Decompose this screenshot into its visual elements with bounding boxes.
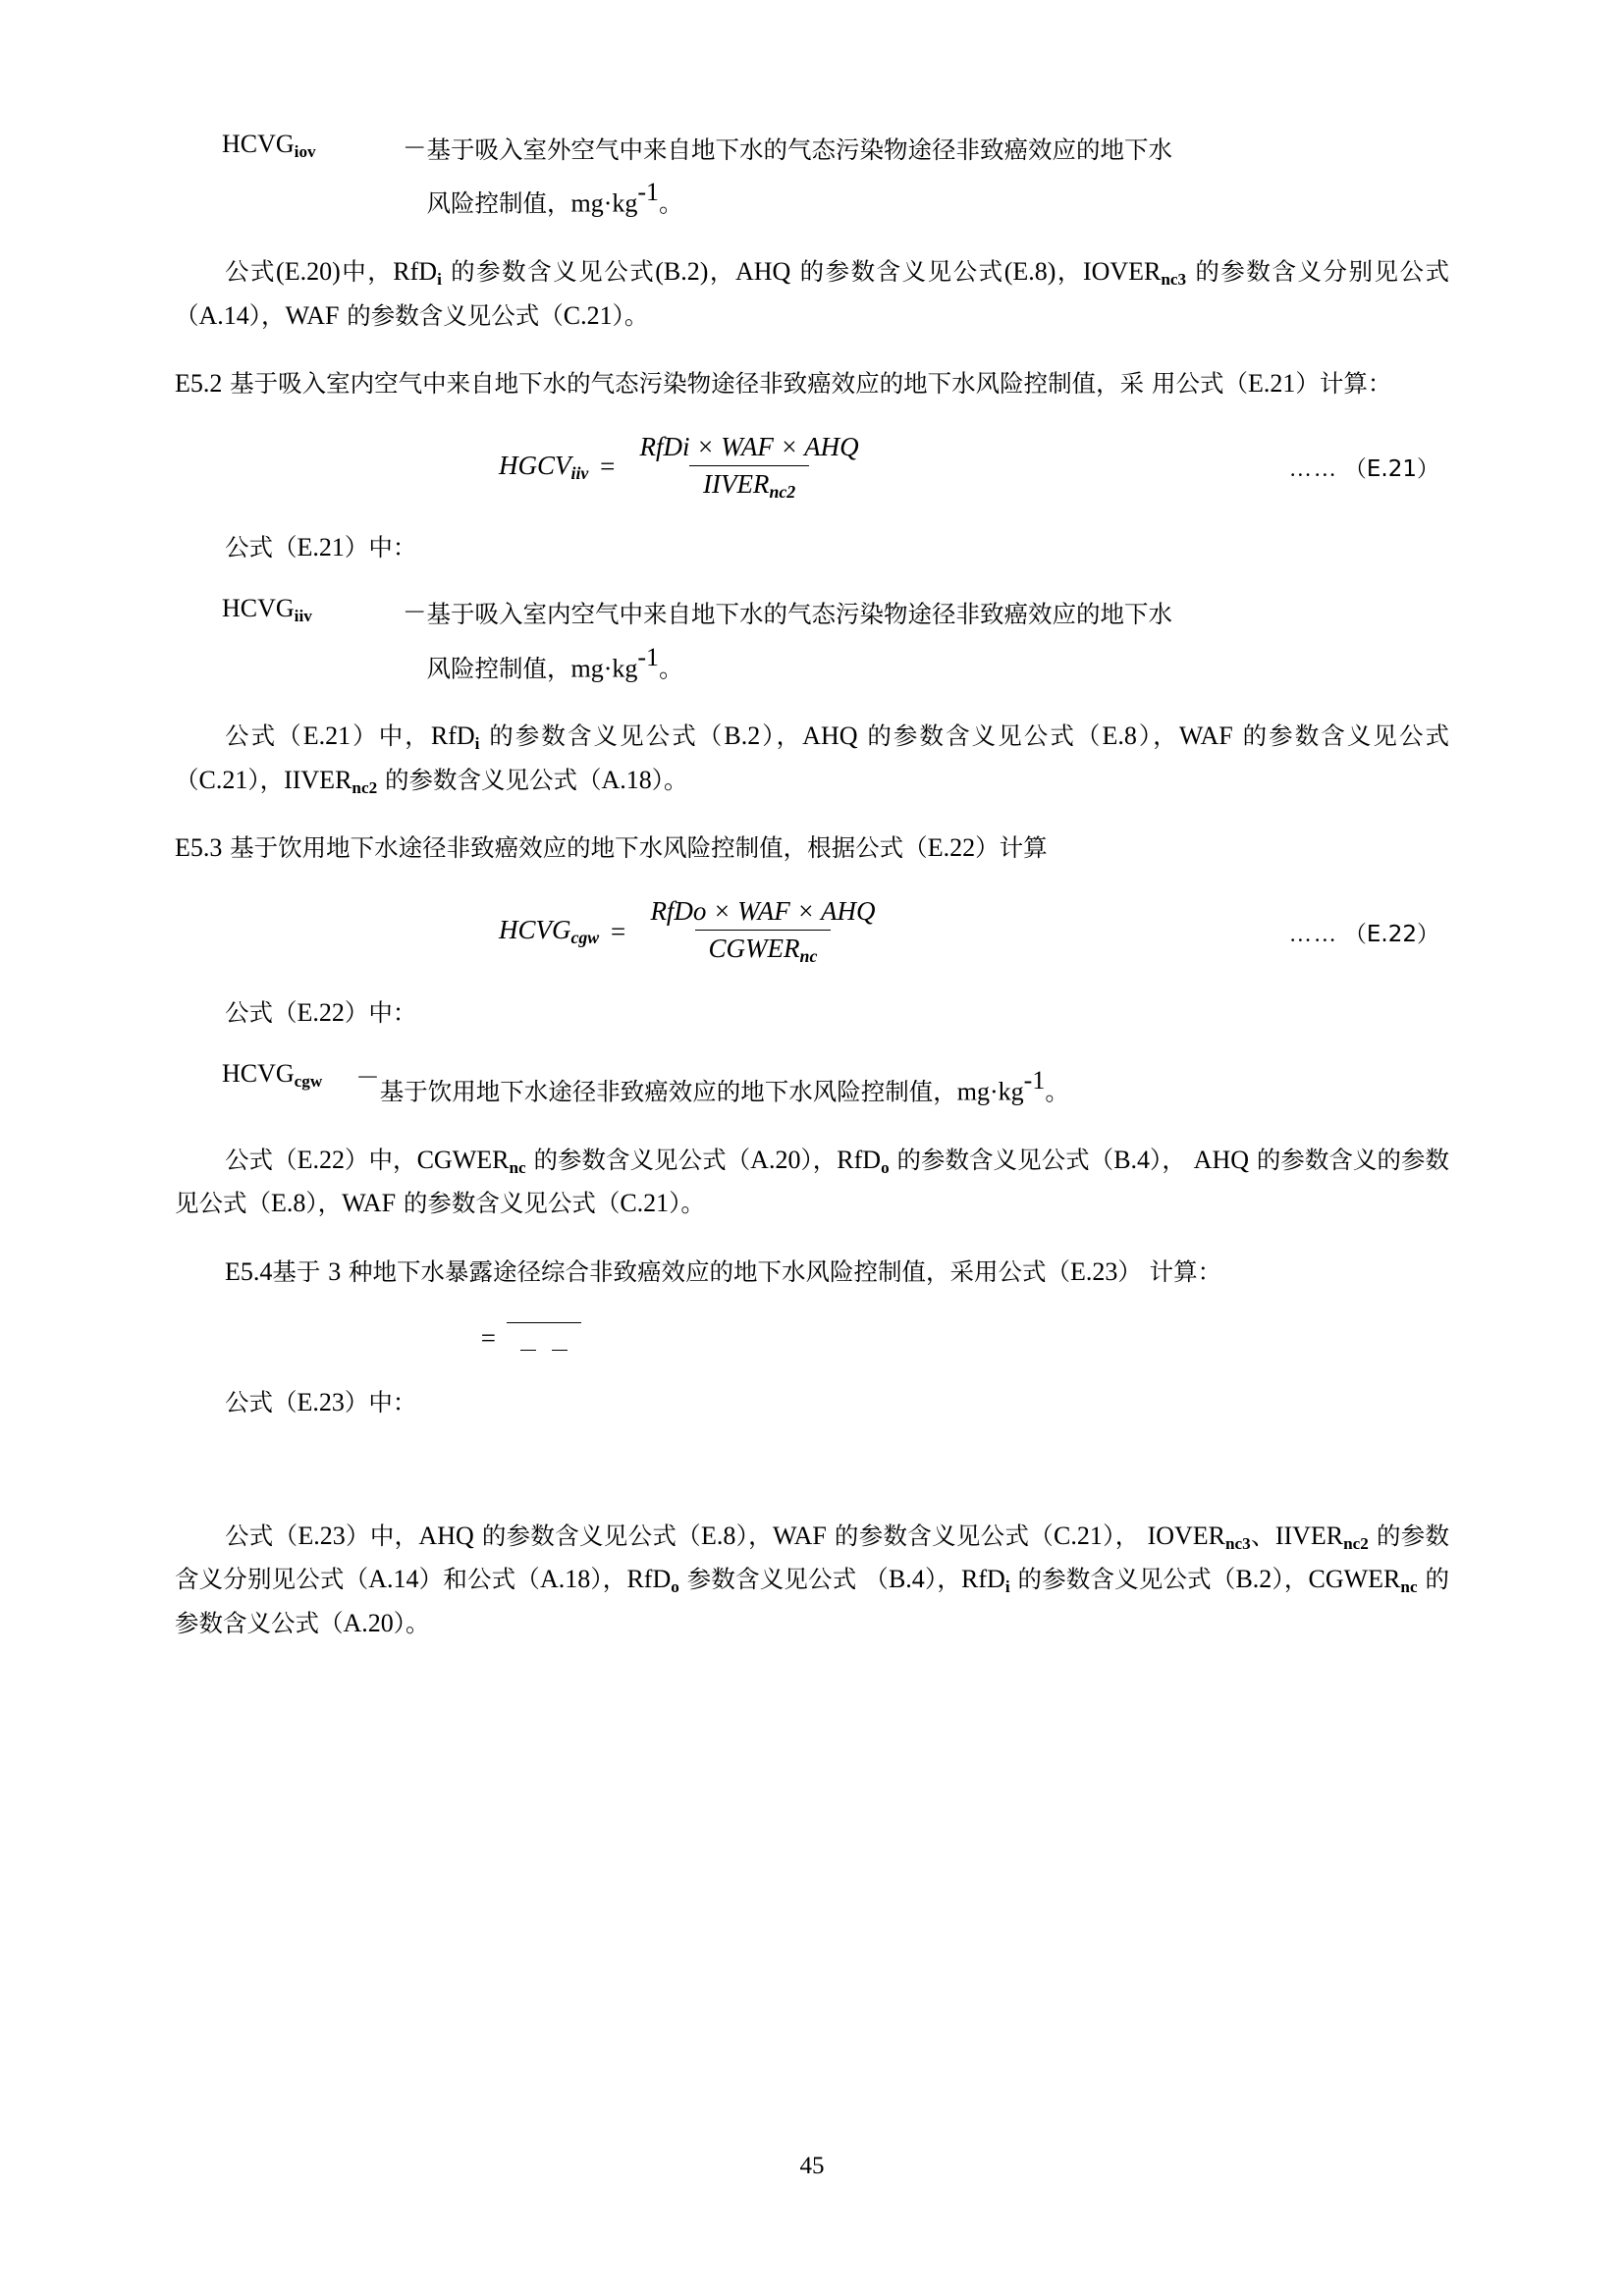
definition-dash: － [355, 1062, 380, 1092]
formula-e22-row [175, 896, 1449, 967]
paragraph-e5-4: E5.4基于 3 种地下水暴露途径综合非致癌效应的地下水风险控制值，采用公式（E.23） 计算： [225, 1256, 1222, 1286]
formula-e21: $HGCV_{iiv}$ = $\frac{\text{RfDi × WAF × AHQ}}{IIVER_{nc2}}$ [499, 431, 859, 502]
paragraph-e21-parameters: 公式（E.21）中，RfD$_i$ 的参数含义见公式（B.2），AHQ 的参数含义见公式（E.8），WAF 的参数含义见公式（C.21），$IIVER_{nc2}$ 的参数含义见公式（A.18）。 [175, 721, 1450, 797]
formula-e21-row [175, 432, 1449, 503]
definition-description: 基于吸入室内空气中来自地下水的气态污染物途径非致癌效应的地下水 风险控制值，$mg\cdot kg^{-1}$。 [426, 600, 1172, 683]
paragraph-e23-parameters: 公式（E.23）中，AHQ 的参数含义见公式（E.8），WAF 的参数含义见公式（C.21）， $IOVER_{nc3}$、$IIVER_{nc2}$ 的参数含义分别见公式（A.14）和公式（A.18），RfD$_o$ 参数含义见公式 （B.4），RfD$_i$ 的参数含义见公式（B.2），$CGWER_{nc}$ 的参数含义公式（A.20）。 [175, 1521, 1450, 1638]
definition-description [448, 1449, 1449, 1490]
definition-dash: － [403, 133, 427, 162]
formula-e23-row [175, 1319, 1449, 1357]
lead-in-e22: 公式（E.22）中： [225, 997, 417, 1027]
page-number: 45 [799, 2153, 825, 2179]
definition-term [175, 1449, 414, 1490]
paragraph-e20-parameters: 公式(E.20)中，RfD$_i$ 的参数含义见公式(B.2)，AHQ 的参数含义见公式(E.8)，$IOVER_{nc3}$ 的参数含义分别见公式（A.14），WAF 的参数含义见公式（C.21）。 [175, 257, 1450, 330]
definition-hcvg-cgw [175, 1059, 1449, 1114]
paragraph-e22-parameters: 公式（E.22）中，$CGWER_{nc}$ 的参数含义见公式（A.20），RfD$_o$ 的参数含义见公式（B.4）， AHQ 的参数含义的参数见公式（E.8），WAF 的参数含义见公式（C.21）。 [175, 1145, 1450, 1218]
definition-term: $HCVG_{iov}$ [222, 130, 316, 161]
definition-term: $HCVG_{iiv}$ [222, 594, 312, 626]
definition-hcvg-iov [175, 130, 1449, 227]
definition-dash: － [403, 598, 427, 627]
formula-e22-number: …… （E.22） [1288, 921, 1439, 947]
paragraph-e5-3: E5.3 基于饮用地下水途径非致癌效应的地下水风险控制值，根据公式（E.22）计算 [175, 833, 1048, 863]
formula-e22: $HCVG_{cgw}$ = $\frac{\text{RfDo × WAF × AHQ}}{CGWER_{nc}}$ [499, 896, 876, 967]
lead-in-e23: 公式（E.23）中： [225, 1387, 417, 1416]
definition-hcvg-iiv [175, 594, 1449, 691]
formula-e23: = [469, 1319, 581, 1357]
definition-term: $HCVG_{cgw}$ [222, 1058, 323, 1091]
formula-e23-number [1434, 1325, 1449, 1351]
formula-e21-number: …… （E.21） [1288, 456, 1439, 483]
definition-description: 基于饮用地下水途径非致癌效应的地下水风险控制值，$mg\cdot kg^{-1}$。 [379, 1065, 1069, 1106]
definition-hcvg-n [175, 1449, 1449, 1490]
paragraph-e5-2: E5.2 基于吸入室内空气中来自地下水的气态污染物途径非致癌效应的地下水风险控制值，采 用公式（E.21）计算： [175, 368, 1392, 398]
definition-dash [414, 1449, 448, 1490]
definition-description: 基于吸入室外空气中来自地下水的气态污染物途径非致癌效应的地下水 风险控制值，$mg\cdot kg^{-1}$。 [426, 135, 1172, 218]
lead-in-e21: 公式（E.21）中： [225, 533, 417, 562]
